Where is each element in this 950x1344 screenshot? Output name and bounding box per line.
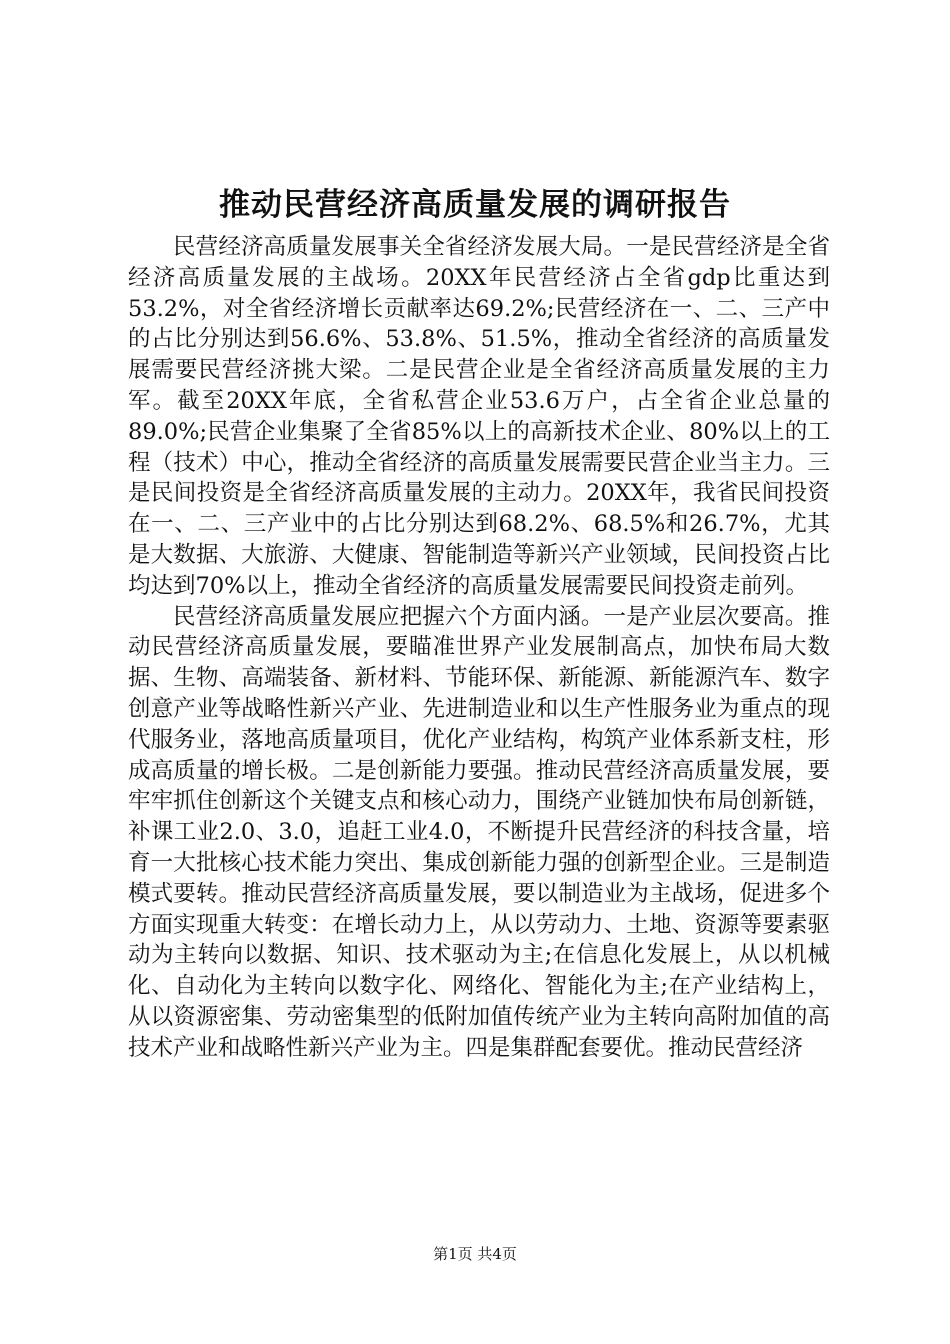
page-number: 第1页 共4页 [433,1245,517,1263]
document-title: 推动民营经济高质量发展的调研报告 [219,187,731,223]
paragraph-2: 民营经济高质量发展应把握六个方面内涵。一是产业层次要高。推动民营经济高质量发展，要瞄准世界产业发展制高点，加快布局大数据、生物、高端装备、新材料、节能环保、新能源、新能源汽车、数字创意产业等战略性新兴产业、先进制造业和以生产性服务业为重点的现代服务业，落地高质量项目，优化产业结构，构筑产业体系新支柱，形成高质量的增长极。二是创新能力要强。推动民营经济高质量发展，要牢牢抓住创新这个关键支点和核心动力，围绕产业链加快布局创新链，补课工业2.0、3.0，追赶工业4.0，不断提升民营经济的科技含量，培育一大批核心技术能力突出、集成创新能力强的创新型企业。三是制造模式要转。推动民营经济高质量发展，要以制造业为主战场，促进多个方面实现重大转变：在增长动力上，从以劳动力、土地、资源等要素驱动为主转向以数据、知识、技术驱动为主;在信息化发展上，从以机械化、自动化为主转向以数字化、网络化、智能化为主;在产业结构上，从以资源密集、劳动密集型的低附加值传统产业为主转向高附加值的高技术产业和战略性新兴产业为主。四是集群配套要优。推动民营经济 [128,603,830,1061]
paragraph-1: 民营经济高质量发展事关全省经济发展大局。一是民营经济是全省经济高质量发展的主战场。20XX年民营经济占全省gdp比重达到53.2%，对全省经济增长贡献率达69.2%;民营经济在一、二、三产中的占比分别达到56.6%、53.8%、51.5%，推动全省经济的高质量发展需要民营经济挑大梁。二是民营企业是全省经济高质量发展的主力军。截至20XX年底，全省私营企业53.6万户，占全省企业总量的89.0%;民营企业集聚了全省85%以上的高新技术企业、80%以上的工程（技术）中心，推动全省经济的高质量发展需要民营企业当主力。三是民间投资是全省经济高质量发展的主动力。20XX年，我省民间投资在一、二、三产业中的占比分别达到68.2%、68.5%和26.7%，尤其是大数据、大旅游、大健康、智能制造等新兴产业领域，民间投资占比均达到70%以上，推动全省经济的高质量发展需要民间投资走前列。 [128,234,830,599]
document-body [128,232,830,1064]
